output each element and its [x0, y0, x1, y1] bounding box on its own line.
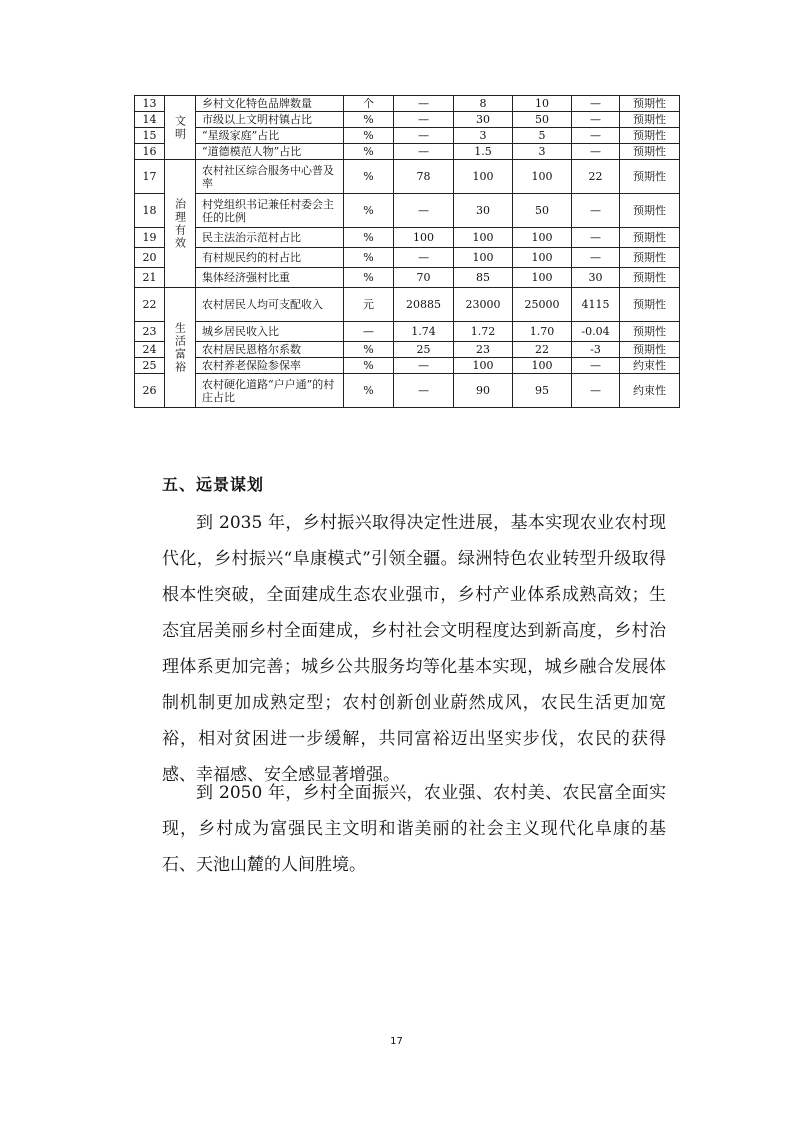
unit-cell: % — [344, 358, 394, 374]
unit-cell: % — [344, 112, 394, 128]
attribute-cell: 预期性 — [620, 248, 680, 268]
paragraph-2050: 到 2050 年，乡村全面振兴，农业强、农村美、农民富全面实现，乡村成为富强民主文明和谐美丽的社会主义现代化阜康的基石、天池山麓的人间胜境。 — [162, 783, 666, 875]
value-cell: 90 — [454, 374, 513, 408]
unit-cell: — — [344, 322, 394, 342]
unit-cell: % — [344, 268, 394, 288]
attribute-cell: 预期性 — [620, 144, 680, 160]
change-cell: -0.04 — [572, 322, 620, 342]
table-row — [135, 342, 680, 358]
value-cell: 100 — [454, 248, 513, 268]
value-cell: 3 — [454, 128, 513, 144]
attribute-cell: 预期性 — [620, 342, 680, 358]
value-cell: 1.70 — [513, 322, 572, 342]
value-cell: 1.5 — [454, 144, 513, 160]
row-number: 23 — [135, 322, 165, 342]
table-row — [135, 248, 680, 268]
change-cell: — — [572, 248, 620, 268]
table-row — [135, 194, 680, 228]
unit-cell: % — [344, 374, 394, 408]
row-number: 26 — [135, 374, 165, 408]
value-cell: 50 — [513, 112, 572, 128]
value-cell: 100 — [513, 228, 572, 248]
row-number: 13 — [135, 96, 165, 112]
indicator-name: 有村规民约的村占比 — [196, 248, 344, 268]
change-cell: — — [572, 228, 620, 248]
group-label-governance: 治理有效 — [165, 160, 196, 288]
row-number: 21 — [135, 268, 165, 288]
indicator-name: 市级以上文明村镇占比 — [196, 112, 344, 128]
attribute-cell: 预期性 — [620, 194, 680, 228]
change-cell: — — [572, 112, 620, 128]
table-row — [135, 112, 680, 128]
indicator-name: 农村居民人均可支配收入 — [196, 288, 344, 322]
change-cell: — — [572, 128, 620, 144]
indicator-name: 农村养老保险参保率 — [196, 358, 344, 374]
row-number: 16 — [135, 144, 165, 160]
table-row — [135, 128, 680, 144]
table-row — [135, 268, 680, 288]
unit-cell: % — [344, 144, 394, 160]
value-cell: 1.72 — [454, 322, 513, 342]
indicator-name: 乡村文化特色品牌数量 — [196, 96, 344, 112]
unit-cell: % — [344, 248, 394, 268]
attribute-cell: 预期性 — [620, 96, 680, 112]
value-cell: 22 — [513, 342, 572, 358]
value-cell: — — [394, 112, 454, 128]
row-number: 20 — [135, 248, 165, 268]
attribute-cell: 预期性 — [620, 228, 680, 248]
value-cell: 1.74 — [394, 322, 454, 342]
indicator-name: 村党组织书记兼任村委会主任的比例 — [196, 194, 344, 228]
value-cell: 100 — [454, 358, 513, 374]
table-row — [135, 374, 680, 408]
change-cell: 30 — [572, 268, 620, 288]
value-cell: — — [394, 144, 454, 160]
value-cell: 30 — [454, 112, 513, 128]
unit-cell: % — [344, 228, 394, 248]
value-cell: 95 — [513, 374, 572, 408]
indicator-name: 城乡居民收入比 — [196, 322, 344, 342]
value-cell: — — [394, 128, 454, 144]
value-cell: 100 — [394, 228, 454, 248]
row-number: 15 — [135, 128, 165, 144]
value-cell: 100 — [513, 160, 572, 194]
row-number: 19 — [135, 228, 165, 248]
value-cell: 8 — [454, 96, 513, 112]
value-cell: 25000 — [513, 288, 572, 322]
row-number: 14 — [135, 112, 165, 128]
table-row — [135, 160, 680, 194]
value-cell: 30 — [454, 194, 513, 228]
change-cell: -3 — [572, 342, 620, 358]
table-row — [135, 96, 680, 112]
table-row — [135, 288, 680, 322]
table-row — [135, 358, 680, 374]
unit-cell: % — [344, 160, 394, 194]
indicator-name: “星级家庭”占比 — [196, 128, 344, 144]
value-cell: 3 — [513, 144, 572, 160]
value-cell: 100 — [454, 160, 513, 194]
change-cell: — — [572, 374, 620, 408]
change-cell: — — [572, 358, 620, 374]
row-number: 22 — [135, 288, 165, 322]
row-number: 25 — [135, 358, 165, 374]
value-cell: 100 — [513, 268, 572, 288]
row-number: 24 — [135, 342, 165, 358]
value-cell: — — [394, 358, 454, 374]
table-row — [135, 322, 680, 342]
attribute-cell: 预期性 — [620, 128, 680, 144]
attribute-cell: 预期性 — [620, 322, 680, 342]
unit-cell: % — [344, 128, 394, 144]
table-row — [135, 144, 680, 160]
unit-cell: 个 — [344, 96, 394, 112]
group-label-life: 生活富裕 — [165, 288, 196, 408]
row-number: 17 — [135, 160, 165, 194]
value-cell: — — [394, 248, 454, 268]
indicator-name: 农村社区综合服务中心普及率 — [196, 160, 344, 194]
value-cell: 20885 — [394, 288, 454, 322]
value-cell: 5 — [513, 128, 572, 144]
value-cell: 23 — [454, 342, 513, 358]
value-cell: 10 — [513, 96, 572, 112]
change-cell: — — [572, 144, 620, 160]
value-cell: 50 — [513, 194, 572, 228]
change-cell: — — [572, 194, 620, 228]
value-cell: 23000 — [454, 288, 513, 322]
indicator-name: “道德模范人物”占比 — [196, 144, 344, 160]
attribute-cell: 预期性 — [620, 112, 680, 128]
indicator-name: 集体经济强村比重 — [196, 268, 344, 288]
value-cell: 25 — [394, 342, 454, 358]
change-cell: — — [572, 96, 620, 112]
value-cell: 70 — [394, 268, 454, 288]
unit-cell: 元 — [344, 288, 394, 322]
value-cell: — — [394, 96, 454, 112]
attribute-cell: 约束性 — [620, 358, 680, 374]
paragraph-2035: 到 2035 年，乡村振兴取得决定性进展，基本实现农业农村现代化，乡村振兴“阜康模式”引领全疆。绿洲特色农业转型升级取得根本性突破，全面建成生态农业强市，乡村产业体系成熟高效；生态宜居美丽乡村全面建成，乡村社会文明程度达到新高度，乡村治理体系更加完善；城乡公共服务均等化基本实现，城乡融合发展体制机制更加成熟定型；农村创新创业蔚然成风，农民生活更加宽裕，相对贫困进一步缓解，共同富裕迈出坚实步伐，农民的获得感、幸福感、安全感显著增强。 — [162, 513, 666, 785]
value-cell: — — [394, 194, 454, 228]
unit-cell: % — [344, 342, 394, 358]
indicator-table — [134, 95, 680, 408]
table-row — [135, 228, 680, 248]
group-label-civilization: 文明 — [165, 96, 196, 160]
value-cell: 100 — [513, 248, 572, 268]
attribute-cell: 约束性 — [620, 374, 680, 408]
row-number: 18 — [135, 194, 165, 228]
value-cell: 100 — [513, 358, 572, 374]
change-cell: 4115 — [572, 288, 620, 322]
unit-cell: % — [344, 194, 394, 228]
indicator-name: 民主法治示范村占比 — [196, 228, 344, 248]
attribute-cell: 预期性 — [620, 288, 680, 322]
value-cell: 100 — [454, 228, 513, 248]
attribute-cell: 预期性 — [620, 268, 680, 288]
attribute-cell: 预期性 — [620, 160, 680, 194]
change-cell: 22 — [572, 160, 620, 194]
indicator-name: 农村居民恩格尔系数 — [196, 342, 344, 358]
section-heading: 五、远景谋划 — [162, 475, 265, 494]
indicator-name: 农村硬化道路“户户通”的村庄占比 — [196, 374, 344, 408]
value-cell: 78 — [394, 160, 454, 194]
value-cell: 85 — [454, 268, 513, 288]
value-cell: — — [394, 374, 454, 408]
page-number: 17 — [390, 1036, 403, 1047]
